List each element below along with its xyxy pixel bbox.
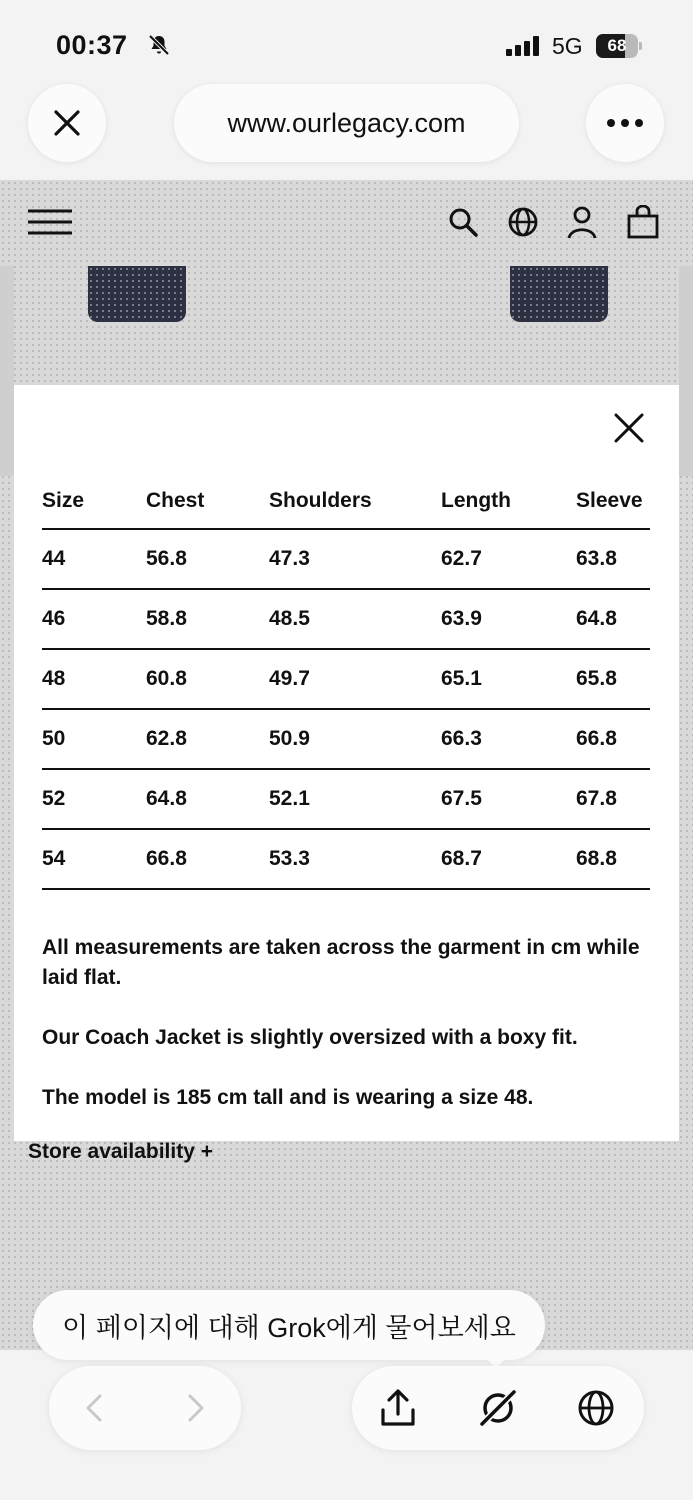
menu-icon[interactable]	[28, 208, 72, 236]
table-cell: 65.8	[576, 649, 650, 709]
table-cell: 49.7	[269, 649, 441, 709]
size-notes	[42, 933, 652, 1143]
table-cell: 48	[42, 649, 146, 709]
close-tab-button[interactable]	[28, 84, 106, 162]
table-cell: 65.1	[441, 649, 576, 709]
share-icon[interactable]	[378, 1388, 418, 1428]
table-cell: 62.7	[441, 529, 576, 589]
search-icon[interactable]	[446, 205, 480, 239]
column-header: Length	[441, 485, 576, 529]
column-header: Size	[42, 485, 146, 529]
network-type: 5G	[552, 33, 583, 59]
chevron-left-icon[interactable]	[75, 1388, 115, 1428]
navigation-controls	[49, 1366, 241, 1450]
table-cell: 44	[42, 529, 146, 589]
table-cell: 67.8	[576, 769, 650, 829]
globe-icon[interactable]	[506, 205, 540, 239]
table-cell: 66.3	[441, 709, 576, 769]
table-row	[42, 649, 650, 709]
table-cell: 52	[42, 769, 146, 829]
table-cell: 50.9	[269, 709, 441, 769]
column-header: Shoulders	[269, 485, 441, 529]
more-options-button[interactable]	[586, 84, 664, 162]
column-header: Sleeve	[576, 485, 650, 529]
model-note: The model is 185 cm tall and is wearing a size 48.	[42, 1086, 534, 1109]
table-cell: 54	[42, 829, 146, 889]
table-cell: 53.3	[269, 829, 441, 889]
account-icon[interactable]	[565, 205, 599, 239]
column-header: Chest	[146, 485, 269, 529]
table-cell: 48.5	[269, 589, 441, 649]
close-icon	[52, 108, 82, 138]
action-controls	[352, 1366, 644, 1450]
table-cell: 63.8	[576, 529, 650, 589]
table-cell: 46	[42, 589, 146, 649]
table-cell: 62.8	[146, 709, 269, 769]
table-cell: 68.7	[441, 829, 576, 889]
size-guide-modal	[14, 385, 679, 1141]
table-cell: 50	[42, 709, 146, 769]
table-cell: 56.8	[146, 529, 269, 589]
table-row	[42, 769, 650, 829]
url-bar[interactable]: www.ourlegacy.com	[174, 84, 519, 162]
table-cell: 58.8	[146, 589, 269, 649]
battery-indicator	[596, 34, 642, 58]
product-image-shoe	[510, 266, 608, 322]
grok-prompt-bubble[interactable]: 이 페이지에 대해 Grok에게 물어보세요	[33, 1290, 545, 1360]
signal-icon	[506, 36, 542, 56]
table-cell: 64.8	[576, 589, 650, 649]
table-cell: 68.8	[576, 829, 650, 889]
table-row	[42, 529, 650, 589]
measurement-note: All measurements are taken across the garment in cm while laid flat.	[42, 936, 640, 989]
table-cell: 60.8	[146, 649, 269, 709]
chevron-right-icon[interactable]	[175, 1388, 215, 1428]
grok-icon[interactable]	[478, 1388, 518, 1428]
table-cell: 52.1	[269, 769, 441, 829]
table-row	[42, 829, 650, 889]
bell-slash-icon	[147, 33, 171, 57]
bag-icon[interactable]	[626, 205, 660, 239]
table-header-row	[42, 485, 650, 529]
status-time: 00:37	[56, 30, 128, 60]
product-image-shoe	[88, 266, 186, 322]
store-availability-link[interactable]: Store availability +	[28, 1140, 214, 1163]
globe-icon[interactable]	[576, 1388, 616, 1428]
table-cell: 63.9	[441, 589, 576, 649]
size-table	[42, 485, 650, 890]
table-cell: 47.3	[269, 529, 441, 589]
table-cell: 66.8	[576, 709, 650, 769]
battery-level: 68	[607, 36, 627, 55]
table-cell: 66.8	[146, 829, 269, 889]
more-icon	[605, 118, 645, 128]
close-icon[interactable]	[612, 411, 646, 445]
table-row	[42, 709, 650, 769]
table-cell: 67.5	[441, 769, 576, 829]
table-row	[42, 589, 650, 649]
product-image-edge	[0, 266, 14, 476]
product-image-edge	[679, 266, 693, 476]
table-cell: 64.8	[146, 769, 269, 829]
status-bar	[0, 0, 693, 80]
fit-note: Our Coach Jacket is slightly oversized with a boxy fit.	[42, 1026, 578, 1049]
